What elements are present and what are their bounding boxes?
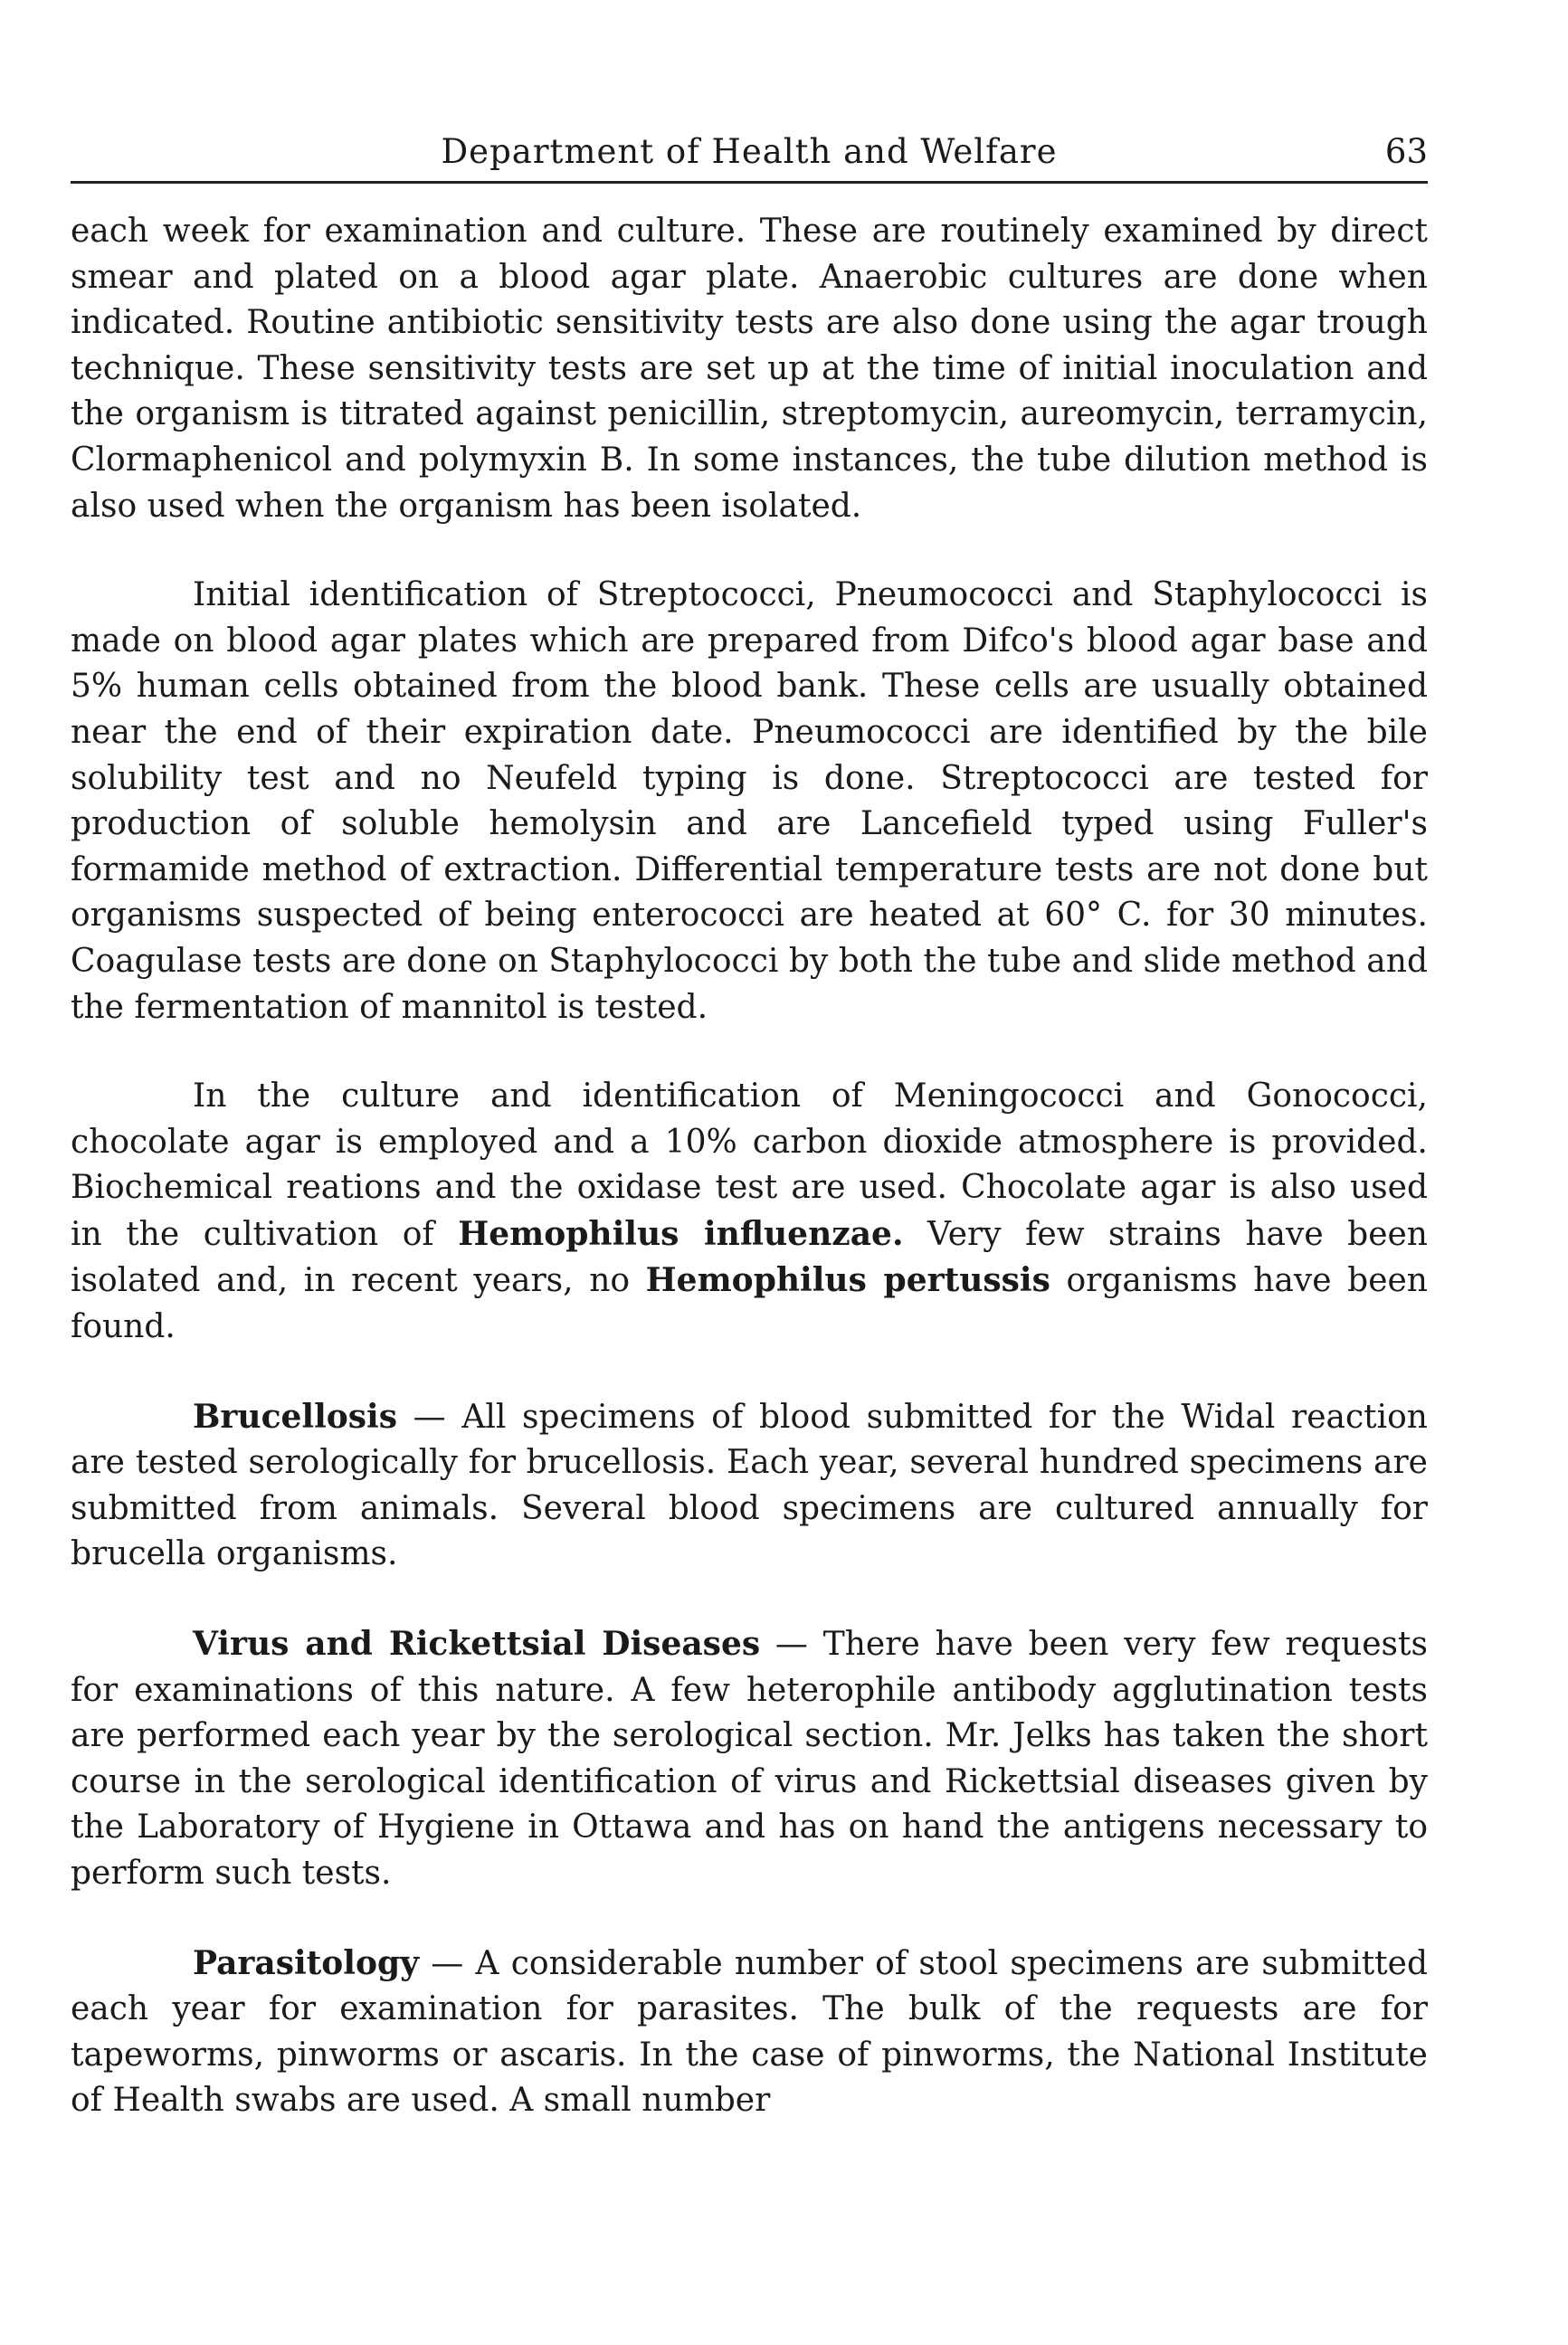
paragraph-culture-examination: each week for examination and culture. These are routinely examined by direct smear and plated on a blood agar plate. Anaerobic cultures are done when indicated. Routine antibiotic sensitivity tests are also done using the agar trough technique. These sensitivity tests are set up at the time of initial inoculation and the organism is titrated against penicillin, streptomycin, aureomycin, terramycin, Clormaphenicol and polymyxin B. In some instances, the tube dilution method is also used when the organism has been isolated. [71, 213, 1428, 525]
organism-name: Hemophilus pertussis [645, 1261, 1050, 1300]
paragraph-text: In the culture and identification of Meningococci and Gonococci, chocolate agar is employed and a 10% carbon dioxide atmosphere is provided. Biochemical reations and the oxidase test are used. Chocolate agar is also used in the cultivation of [71, 1078, 1428, 1253]
organism-name: Hemophilus influenzae. [458, 1214, 904, 1253]
page-number: 63 [1384, 132, 1428, 171]
body-text [71, 209, 1428, 2124]
paragraph-parasitology [71, 1941, 1428, 2124]
section-heading: Brucellosis [193, 1397, 397, 1436]
paragraph-text: organisms have been found. [71, 1262, 1428, 1346]
paragraph-streptococci-identification: Initial identification of Streptococci, Pneumococci and Staphylococci is made on blood agar plates which are prepared from Difco's blood agar base and 5% human cells obtained from the blood bank. These cells are usually obtained near the end of their expiration date. Pneumococci are identified by the bile solubility test and no Neufeld typing is done. Streptococci are tested for production of soluble hemolysin and are Lancefield typed using Fuller's formamide method of extraction. Differential temperature tests are not done but organisms suspected of being enterococci are heated at 60° C. for 30 minutes. Coagulase tests are done on Staphylococci by both the tube and slide method and the fermentation of mannitol is tested. [71, 576, 1428, 1026]
running-header [71, 127, 1428, 184]
section-heading: Virus and Rickettsial Diseases [193, 1625, 761, 1664]
paragraph-text: — All specimens of blood submitted for the Widal reaction are tested serologically for brucellosis. Each year, several hundred specimens are submitted from animals. Several blood specimens are cultured annually for brucella organisms. [71, 1398, 1428, 1573]
paragraph-brucellosis [71, 1394, 1428, 1578]
paragraph-text: — There have been very few requests for examinations of this nature. A few heterophile antibody agglutination tests are performed each year by the serological section. Mr. Jelks has taken the short course in the serological identification of virus and Rickettsial diseases given by the Laboratory of Hygiene in Ottawa and has on hand the antigens necessary to perform such tests. [71, 1626, 1428, 1892]
paragraph-virus-rickettsial [71, 1621, 1428, 1897]
paragraph-meningococci-gonococci [71, 1074, 1428, 1351]
paragraph-text: Very few strains have been isolated and, in recent years, no [71, 1215, 1428, 1300]
header-title: Department of Health and Welfare [441, 132, 1058, 171]
paragraph-text: — A considerable number of stool specimens are submitted each year for examination for parasites. The bulk of the requests are for tapeworms, pinworms or ascaris. In the case of pinworms, the National Institute of Health swabs are used. A small number [71, 1944, 1428, 2120]
section-heading: Parasitology [193, 1943, 420, 1982]
document-page [71, 127, 1428, 2168]
